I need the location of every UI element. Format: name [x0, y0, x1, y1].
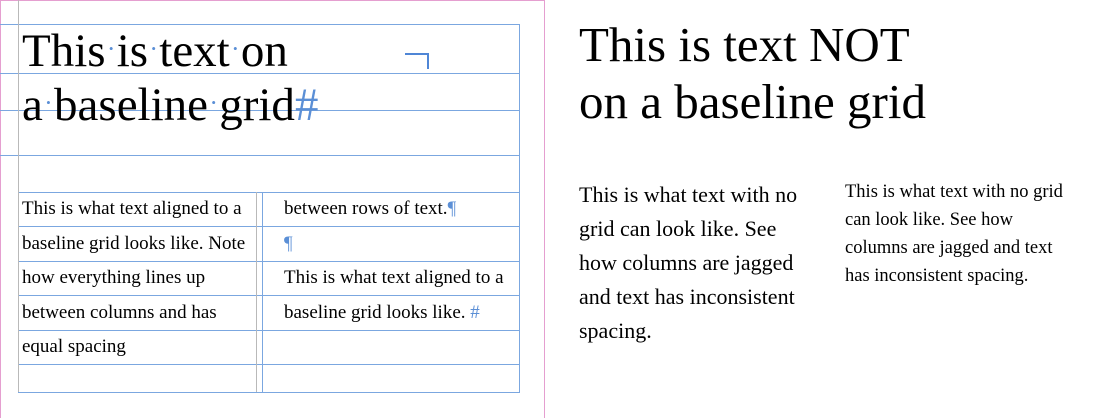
left-body-columns: [22, 192, 522, 365]
right-headline-line-1: This is text NOT: [579, 17, 910, 72]
left-headline: [22, 24, 522, 132]
baseline-grid-example: [0, 0, 545, 418]
word-space-dot: ·: [149, 34, 158, 63]
left-column-1: [22, 192, 257, 365]
right-column-1-text: This is what text with no grid can look like. See how columns are jagged and text has inconsistent spacing.: [579, 182, 798, 343]
baseline-guide: [0, 155, 520, 156]
headline-line-2: a·baseline·grid#: [22, 78, 522, 132]
word-space-dot: ·: [231, 34, 240, 63]
page-edge-guide-right: [544, 0, 545, 418]
no-baseline-grid-example: [575, 0, 1100, 418]
page-edge-guide-left: [0, 0, 1, 418]
word-space-dot: ·: [106, 34, 116, 63]
left-column-2-text-top: between rows of text.¶: [284, 198, 457, 219]
word-space-dot: ·: [209, 88, 218, 117]
page-edge-guide-top: [0, 0, 545, 1]
left-column-2: [284, 192, 519, 365]
headline-line-1: This·is·text·on: [22, 24, 522, 78]
left-column-2-text-bottom: This is what text aligned to a baseline grid looks like. #: [284, 267, 504, 323]
pilcrow-icon: ¶: [284, 232, 293, 254]
word-space-dot: ·: [44, 88, 53, 117]
right-headline: [579, 16, 1099, 130]
return-arrow-icon: [405, 53, 429, 69]
pilcrow-icon: ¶: [447, 198, 457, 219]
end-of-story-marker: #: [294, 79, 319, 132]
right-column-2-text: This is what text with no grid can look like. See how columns are jagged and text has inconsistent spacing.: [845, 182, 1063, 286]
column-guide-left: [18, 0, 19, 392]
right-body-columns: [579, 178, 1099, 348]
right-headline-line-2: on a baseline grid: [579, 74, 926, 129]
left-column-2-blank-line: [284, 227, 519, 262]
baseline-guide: [18, 392, 520, 393]
left-column-1-text: This is what text aligned to a baseline grid looks like. Note how everything lines up between columns and has equal spacing: [22, 198, 246, 357]
end-of-story-marker: #: [470, 301, 480, 323]
